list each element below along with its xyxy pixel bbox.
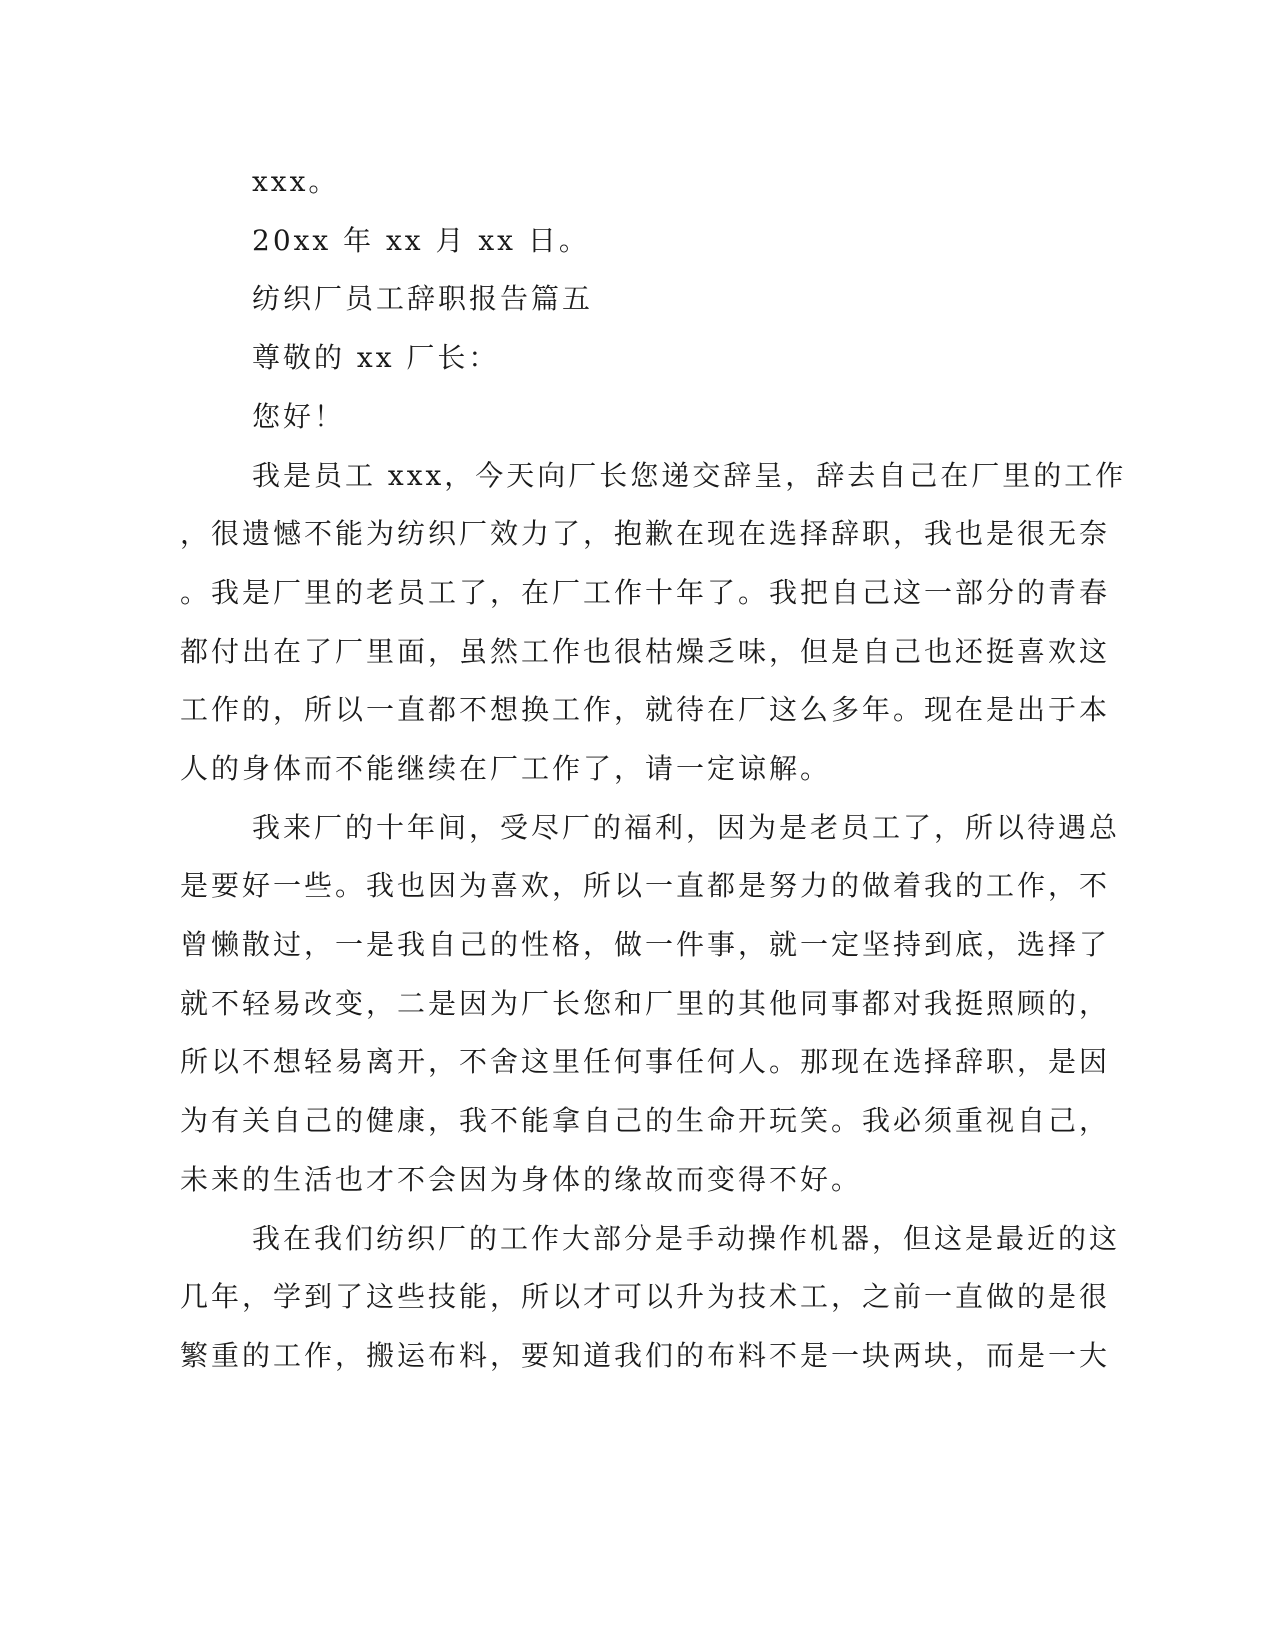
paragraph-1-line-1: 我是员工 xxx，今天向厂长您递交辞呈，辞去自己在厂里的工作 <box>252 459 1127 492</box>
paragraph-1-line-3: 。我是厂里的老员工了，在厂工作十年了。我把自己这一部分的青春 <box>180 576 1111 609</box>
signature-line: xxx。 <box>252 165 340 198</box>
paragraph-1-line-5: 工作的，所以一直都不想换工作，就待在厂这么多年。现在是出于本 <box>180 693 1111 726</box>
paragraph-3-line-3: 繁重的工作，搬运布料，要知道我们的布料不是一块两块，而是一大 <box>180 1339 1111 1372</box>
salutation: 尊敬的 xx 厂长： <box>252 341 500 374</box>
paragraph-2-line-5: 所以不想轻易离开，不舍这里任何事任何人。那现在选择辞职，是因 <box>180 1045 1111 1078</box>
paragraph-3-line-1: 我在我们纺织厂的工作大部分是手动操作机器，但这是最近的这 <box>252 1222 1121 1255</box>
paragraph-2-line-3: 曾懒散过，一是我自己的性格，做一件事，就一定坚持到底，选择了 <box>180 928 1111 961</box>
paragraph-1-line-2: ，很遗憾不能为纺织厂效力了，抱歉在现在选择辞职，我也是很无奈 <box>180 517 1111 550</box>
section-title: 纺织厂员工辞职报告篇五 <box>252 282 594 315</box>
paragraph-1-line-4: 都付出在了厂里面，虽然工作也很枯燥乏味，但是自己也还挺喜欢这 <box>180 635 1111 668</box>
paragraph-1-line-6: 人的身体而不能继续在厂工作了，请一定谅解。 <box>180 752 832 785</box>
paragraph-2-line-2: 是要好一些。我也因为喜欢，所以一直都是努力的做着我的工作，不 <box>180 869 1111 902</box>
paragraph-2-line-1: 我来厂的十年间，受尽厂的福利，因为是老员工了，所以待遇总 <box>252 811 1121 844</box>
paragraph-3-line-2: 几年，学到了这些技能，所以才可以升为技术工，之前一直做的是很 <box>180 1280 1111 1313</box>
paragraph-2-line-4: 就不轻易改变，二是因为厂长您和厂里的其他同事都对我挺照顾的， <box>180 987 1111 1020</box>
greeting: 您好！ <box>252 400 346 433</box>
paragraph-2-line-6: 为有关自己的健康，我不能拿自己的生命开玩笑。我必须重视自己， <box>180 1104 1111 1137</box>
paragraph-2-line-7: 未来的生活也才不会因为身体的缘故而变得不好。 <box>180 1163 863 1196</box>
date-line: 20xx 年 xx 月 xx 日。 <box>252 224 590 257</box>
